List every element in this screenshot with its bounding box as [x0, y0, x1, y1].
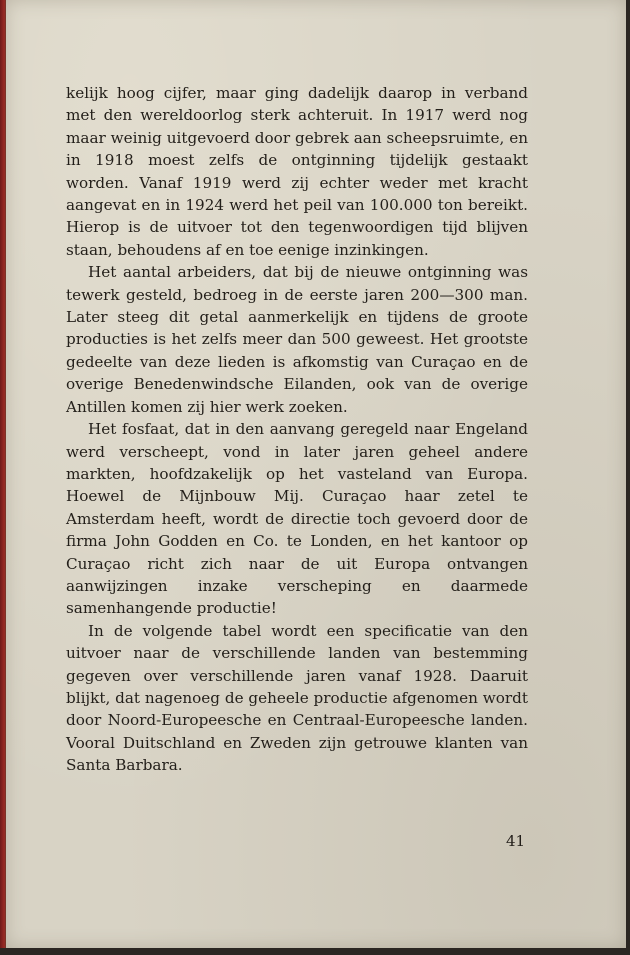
paragraph-2: Het aantal arbeiders, dat bij de nieuwe ontginning was tewerk gesteld, bedroeg in de eerste jaren 200—300 man. Later steeg dit getal aanmerkelijk en tijdens de groote producties is het zelfs meer dan 500 geweest. Het grootste gedeelte van deze lieden is afkomstig van Curaçao en de overige Benedenwindsche Eilanden, ook van de overige Antillen komen zij hier werk zoeken. — [66, 263, 528, 416]
page-bottom-edge — [0, 948, 630, 955]
page-number: 41 — [506, 832, 526, 850]
paragraph-3: Het fosfaat, dat in den aanvang geregeld naar Engeland werd verscheept, vond in later jaren geheel andere markten, hoofdzakelijk op het vasteland van Europa. Hoewel de Mijnbouw Mij. Curaçao haar zetel te Amsterdam heeft, wordt de directie toch gevoerd door de firma John Godden en Co. te Londen, en het kantoor op Curaçao richt zich naar de uit Europa ontvangen aanwijzingen inzake verscheping en daarmede samenhangende productie! — [66, 420, 528, 618]
book-page — [6, 0, 626, 948]
paragraph-1: kelijk hoog cijfer, maar ging dadelijk daarop in verband met den wereldoorlog sterk achteruit. In 1917 werd nog maar weinig uitgevoerd door gebrek aan scheepsruimte, en in 1918 moest zelfs de ontginning tijdelijk gestaakt worden. Vanaf 1919 werd zij echter weder met kracht aangevat en in 1924 werd het peil van 100.000 ton bereikt. Hierop is de uitvoer tot den tegenwoordigen tijd blijven staan, behoudens af en toe eenige inzinkingen. — [66, 84, 528, 259]
body-text — [66, 82, 528, 777]
paragraph-4: In de volgende tabel wordt een specificatie van den uitvoer naar de verschillende landen van bestemming gegeven over verschillende jaren vanaf 1928. Daaruit blijkt, dat nagenoeg de geheele productie afgenomen wordt door Noord-Europeesche en Centraal-Europeesche landen. Vooral Duitschland en Zweden zijn getrouwe klanten van Santa Barbara. — [66, 621, 528, 775]
